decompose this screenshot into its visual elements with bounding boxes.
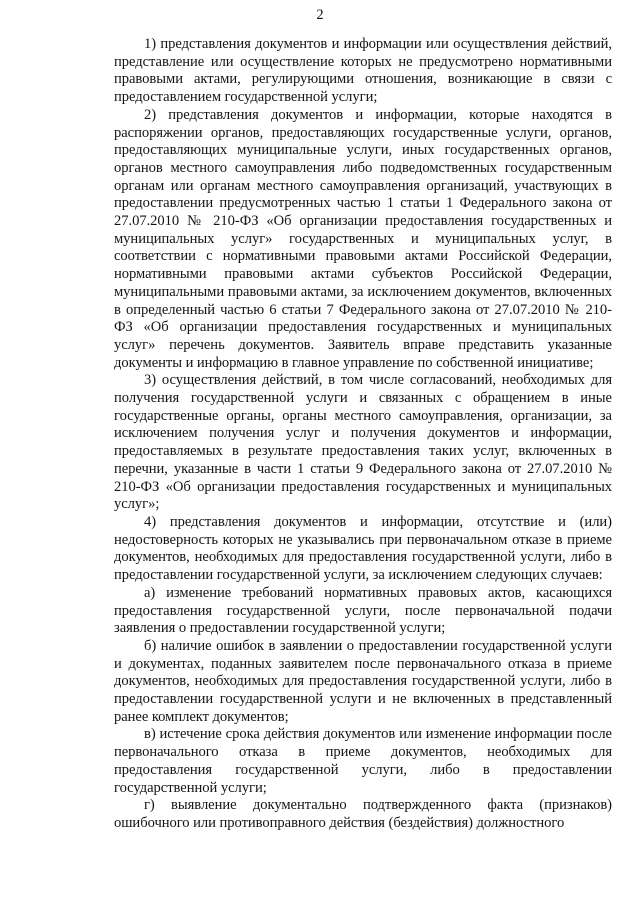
- page-number: 2: [316, 7, 324, 23]
- paragraph-item-1: 1) представления документов и информации или осуществления действий, представление или осуществление которых не предусмотрено нормативными правовыми актами, регулирующими отношения, возникающие в связи с предоставлением государственной услуги;: [114, 36, 612, 106]
- paragraph-item-4: 4) представления документов и информации, отсутствие и (или) недостоверность которых не указывались при первоначальном отказе в приеме документов, необходимых для предоставления государственной услуги, либо в предоставлении государственной услуги, за исключением следующих случаев:: [114, 513, 612, 584]
- paragraph-subitem-g: г) выявление документально подтвержденного факта (признаков) ошибочного или противоправного действия (бездействия) должностного: [114, 797, 612, 831]
- paragraph-subitem-b: б) наличие ошибок в заявлении о предоставлении государственной услуги и документах, поданных заявителем после первоначального отказа в приеме документов, необходимых для предоставления государственной услуги, либо в предоставлении государственной услуги и не включенных в представленный ранее комплект документов;: [114, 637, 612, 725]
- paragraph-subitem-a: а) изменение требований нормативных правовых актов, касающихся предоставления государственной услуги, после первоначальной подачи заявления о предоставлении государственной услуги;: [114, 584, 612, 637]
- paragraph-item-3: 3) осуществления действий, в том числе согласований, необходимых для получения государственной услуги и связанных с обращением в иные государственные органы, органы местного самоуправления, организации, за исключением получения услуг и получения документов и информации, предоставляемых в результате предоставления таких услуг, включенных в перечни, указанные в части 1 статьи 9 Федерального закона от 27.07.2010 № 210-ФЗ «Об организации предоставления государственных и муниципальных услуг»;: [114, 372, 612, 513]
- paragraph-subitem-v: в) истечение срока действия документов или изменение информации после первоначального отказа в приеме документов, необходимых для предоставления государственной услуги, либо в предоставлении государственной услуги;: [114, 726, 612, 796]
- paragraph-item-2: 2) представления документов и информации, которые находятся в распоряжении органов, предоставляющих государственные услуги, органов, предоставляющих муниципальные услуги, иных государственных органов, органов местного самоуправления либо подведомственных государственным органам или органам местного самоуправления организаций, участвующих в предоставлении предусмотренных частью 1 статьи 1 Федерального закона от 27.07.2010 № 210-ФЗ «Об организации предоставления государственных и муниципальных услуг» государственных и муниципальных услуг, в соответствии с нормативными правовыми актами Российской Федерации, нормативными правовыми актами субъектов Российской Федерации, муниципальными правовыми актами, за исключением документов, включенных в определенный частью 6 статьи 7 Федерального закона от 27.07.2010 № 210-ФЗ «Об организации предоставления государственных и муниципальных услуг» перечень документов. Заявитель вправе представить указанные документы и информацию в главное управление по собственной инициативе;: [114, 106, 612, 371]
- document-body: [114, 36, 612, 833]
